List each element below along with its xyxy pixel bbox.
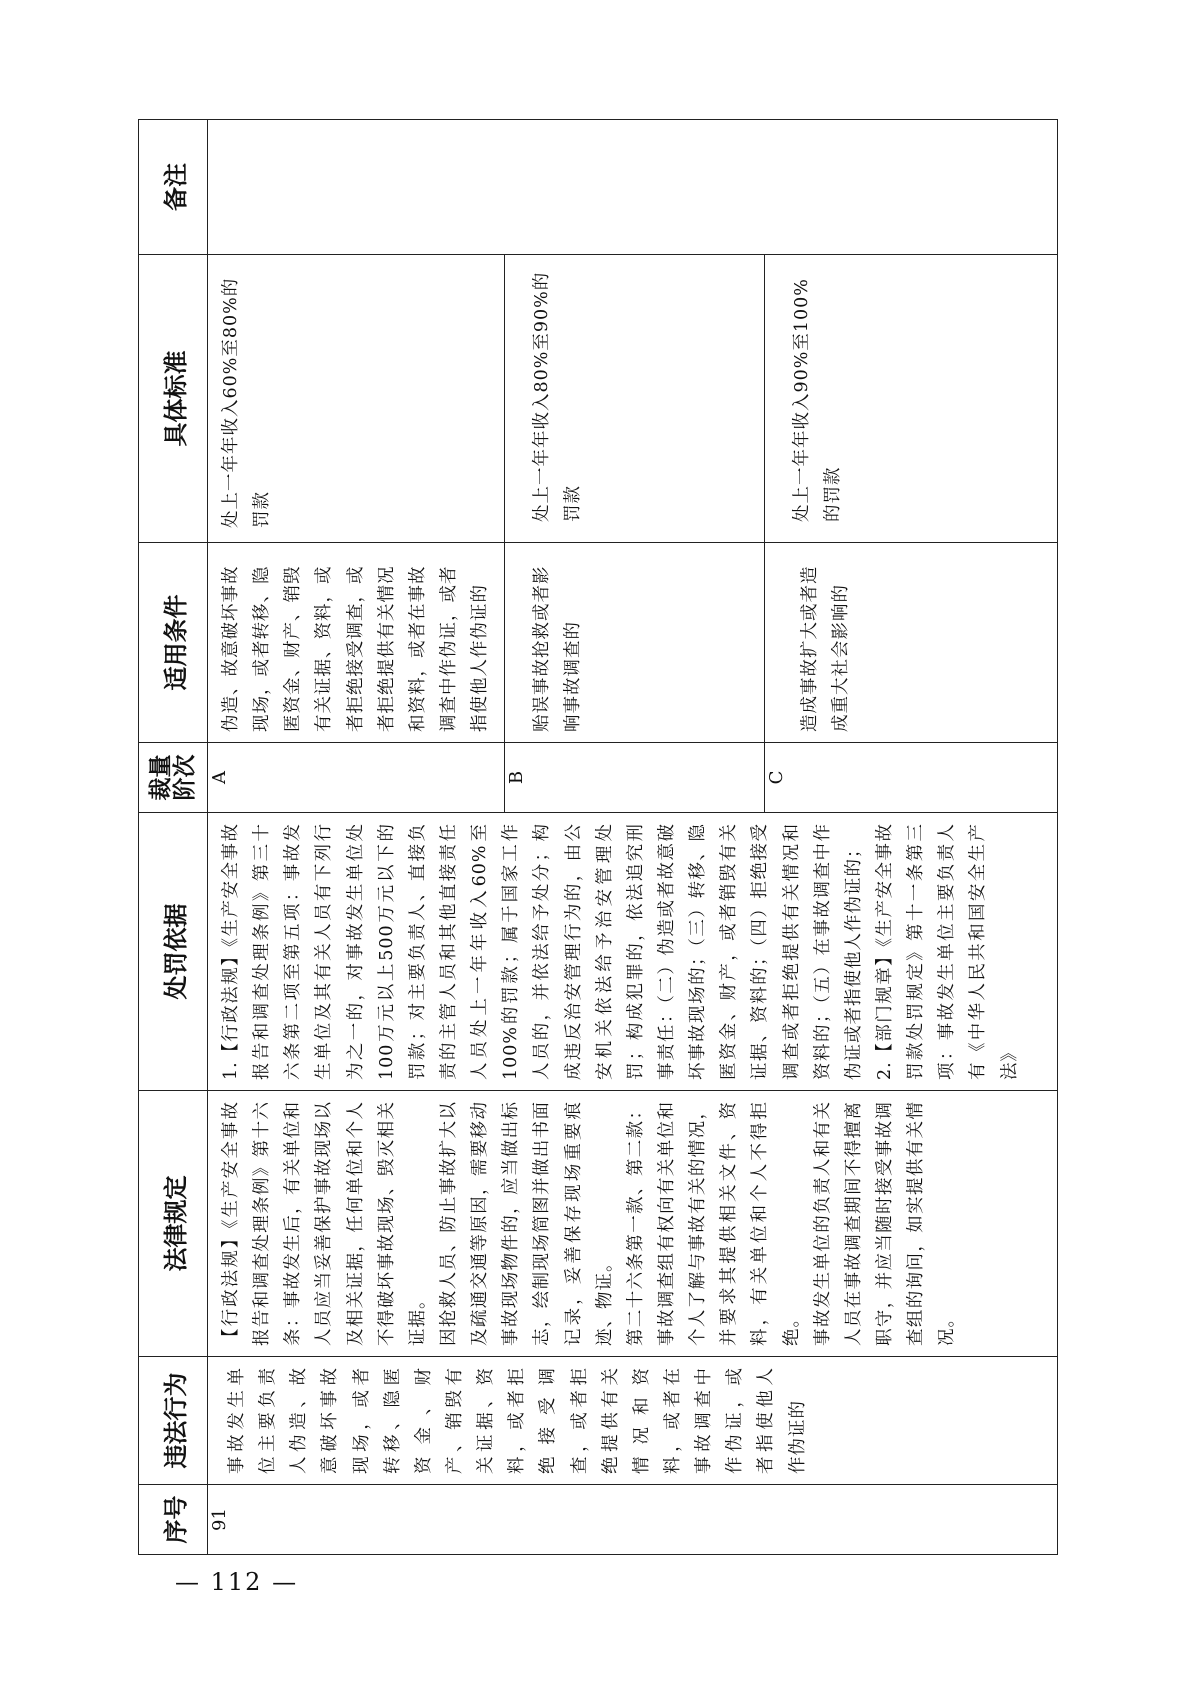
- cell-basis: [208, 813, 1058, 1091]
- cell-violation: 事故发生单位主要负责人伪造、故意破坏事故现场，或者转移、隐匿资金、财产、销毁有关证据、资料，或者拒绝接受调查，或者拒绝提供有关情况和资料，或者在事故调查中作伪证，或者指使他人作伪证的: [208, 1357, 1058, 1485]
- penalty-standards-table: [138, 119, 1058, 1555]
- cell-note: [208, 120, 1058, 255]
- header-level: 裁量阶次: [139, 743, 208, 813]
- cell-condition-a: 伪造、故意破坏事故现场，或者转移、隐匿资金、财产、销毁有关证据、资料，或者拒绝接受调查，或者拒绝提供有关情况和资料，或者在事故调查中作伪证，或者指使他人作伪证的: [208, 543, 505, 743]
- law-paragraph: 【行政法规】《生产安全事故报告和调查处理条例》第十六条：事故发生后，有关单位和人员应当妥善保护事故现场以及相关证据，任何单位和个人不得破坏事故现场、毁灭相关证据。: [221, 1101, 428, 1346]
- cell-standard-b: 处上一年年收入80%至90%的罚款: [505, 255, 765, 543]
- header-seq: 序号: [139, 1485, 208, 1555]
- cell-standard-a: 处上一年年收入60%至80%的罚款: [208, 255, 505, 543]
- cell-seq: 91: [208, 1485, 1058, 1555]
- table-header-row: [139, 120, 208, 1555]
- law-paragraph: 因抢救人员、防止事故扩大以及疏通交通等原因，需要移动事故现场物件的，应当做出标志，绘制现场简图并做出书面记录，妥善保存现场重要痕迹、物证。: [438, 1101, 615, 1346]
- header-law: 法律规定: [139, 1091, 208, 1357]
- cell-level-b: B: [505, 743, 765, 813]
- law-paragraph: 第二十六条第一款、第二款：事故调查组有权向有关单位和个人了解与事故有关的情况，并要求其提供相关文件、资料，有关单位和个人不得拒绝。: [625, 1101, 802, 1346]
- header-standard: 具体标准: [139, 255, 208, 543]
- cell-level-a: A: [208, 743, 505, 813]
- law-paragraph: 事故发生单位的负责人和有关人员在事故调查期间不得擅离职守，并应当随时接受事故调查组的询问，如实提供有关情况。: [812, 1101, 958, 1346]
- rotated-table-wrapper: [138, 120, 1058, 1555]
- header-basis: 处罚依据: [139, 813, 208, 1091]
- table-row: [208, 120, 505, 1555]
- header-note: 备注: [139, 120, 208, 255]
- cell-law: [208, 1091, 1058, 1357]
- basis-paragraph: 2.【部门规章】《生产安全事故罚款处罚规定》第十一条第三项：事故发生单位主要负责人有《中华人民共和国安全生产法》: [874, 823, 1020, 1080]
- cell-condition-b: 贻误事故抢救或者影响事故调查的: [505, 543, 765, 743]
- cell-condition-c: 造成事故扩大或者造成重大社会影响的: [765, 543, 1058, 743]
- page-number: — 112 —: [175, 1568, 299, 1596]
- header-condition: 适用条件: [139, 543, 208, 743]
- cell-level-c: C: [765, 743, 1058, 813]
- header-violation: 违法行为: [139, 1357, 208, 1485]
- cell-standard-c: 处上一年年收入90%至100%的罚款: [765, 255, 1058, 543]
- basis-paragraph: 1.【行政法规】《生产安全事故报告和调查处理条例》第三十六条第二项至第五项：事故发生单位及其有关人员有下列行为之一的，对事故发生单位处100万元以上500万元以下的罚款；对主要负责人、直接负责的主管人员和其他直接责任人员处上一年年收入60%至100%的罚款；属于国家工作人员的，并依法给予处分；构成违反治安管理行为的，由公安机关依法给予治安管理处罚；构成犯罪的，依法追究刑事责任：（二）伪造或者故意破坏事故现场的；（三）转移、隐匿资金、财产，或者销毁有关证据、资料的；（四）拒绝接受调查或者拒绝提供有关情况和资料的；（五）在事故调查中作伪证或者指使他人作伪证的；: [221, 823, 864, 1080]
